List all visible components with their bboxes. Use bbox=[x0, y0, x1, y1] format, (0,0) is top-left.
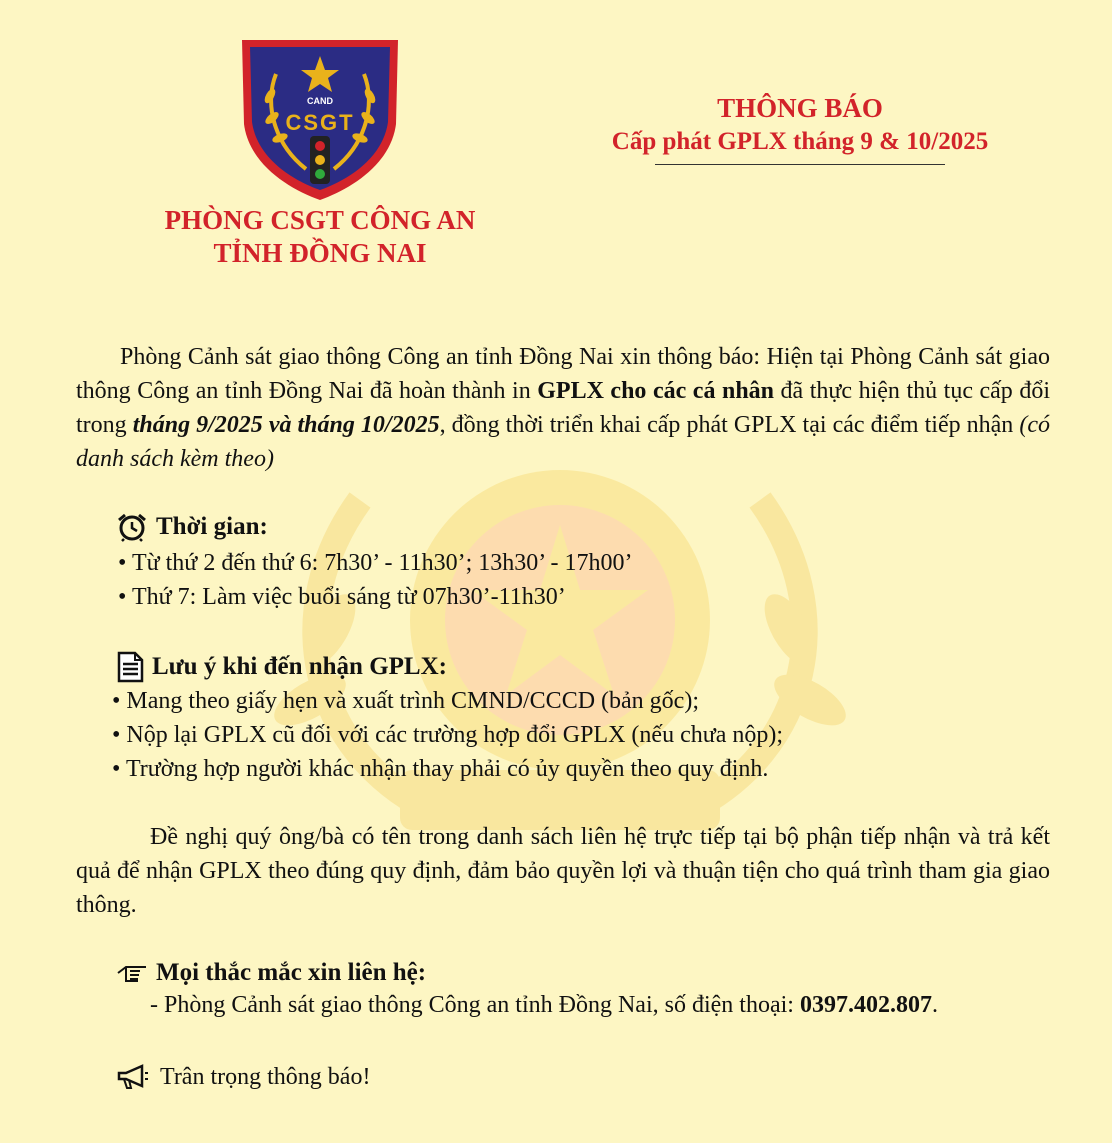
csgt-logo bbox=[236, 34, 404, 202]
intro-paragraph bbox=[76, 340, 1050, 476]
intro-text-2: đã thực hiện thủ tục cấp đổi trong bbox=[76, 378, 1050, 438]
time-list bbox=[118, 546, 632, 614]
contact-title-text: Mọi thắc mắc xin liên hệ: bbox=[156, 959, 427, 986]
logo-cand-text: CAND bbox=[307, 96, 333, 106]
contact-phone: 0397.402.807 bbox=[799, 992, 932, 1018]
megaphone-icon bbox=[116, 1064, 150, 1090]
contact-line-text: - Phòng Cảnh sát giao thông Công an tỉnh Đồng Nai, số điện thoại: bbox=[150, 992, 800, 1018]
contact-section-title bbox=[116, 956, 426, 990]
list-item: • Trường hợp người khác nhận thay phải có ủy quyền theo quy định. bbox=[112, 752, 783, 786]
heading-divider bbox=[655, 164, 945, 165]
request-paragraph: Đề nghị quý ông/bà có tên trong danh sách liên hệ trực tiếp tại bộ phận tiếp nhận và trả kết quả để nhận GPLX theo đúng quy định, đảm bảo quyền lợi và thuận tiện cho quá trình tham gia giao thông. bbox=[76, 824, 1050, 918]
notes-title-text: Lưu ý khi đến nhận GPLX: bbox=[152, 653, 447, 680]
time-title-text: Thời gian: bbox=[156, 513, 268, 540]
notes-list bbox=[112, 684, 783, 786]
contact-line bbox=[150, 988, 938, 1022]
organization-name bbox=[110, 204, 530, 270]
document-icon bbox=[116, 651, 144, 683]
list-item: • Mang theo giấy hẹn và xuất trình CMND/CCCD (bản gốc); bbox=[112, 684, 783, 718]
time-section-title bbox=[116, 510, 268, 544]
logo-csgt-text: CSGT bbox=[285, 110, 355, 135]
closing-text: Trân trọng thông báo! bbox=[160, 1064, 371, 1090]
intro-text-1: Phòng Cảnh sát giao thông Công an tỉnh Đồng Nai xin thông báo: Hiện tại Phòng Cảnh sát giao thông Công an tỉnh Đồng Nai đã hoàn thành in bbox=[76, 344, 1050, 404]
org-line-1: PHÒNG CSGT CÔNG AN bbox=[164, 205, 476, 235]
list-item: • Thứ 7: Làm việc buổi sáng từ 07h30’-11h30’ bbox=[118, 580, 632, 614]
notes-section-title bbox=[116, 650, 447, 684]
intro-bold-italic-1: tháng 9/2025 và tháng 10/2025 bbox=[132, 412, 440, 438]
intro-bold-1: GPLX cho các cá nhân bbox=[537, 378, 775, 404]
contact-line-suffix: . bbox=[931, 992, 938, 1018]
list-item: • Nộp lại GPLX cũ đối với các trường hợp đổi GPLX (nếu chưa nộp); bbox=[112, 718, 783, 752]
alarm-clock-icon bbox=[116, 512, 148, 542]
notice-heading bbox=[580, 92, 1020, 165]
police-emblem-watermark-icon bbox=[250, 430, 870, 850]
notice-title: THÔNG BÁO bbox=[717, 93, 883, 123]
pointing-hand-icon bbox=[116, 961, 148, 985]
intro-text-3: , đồng thời triển khai cấp phát GPLX tại các điểm tiếp nhận bbox=[439, 412, 1020, 438]
closing-line bbox=[116, 1060, 370, 1094]
org-line-2: TỈNH ĐỒNG NAI bbox=[213, 238, 427, 268]
notice-subtitle: Cấp phát GPLX tháng 9 & 10/2025 bbox=[611, 128, 989, 155]
intro-italic-1: (có danh sách kèm theo) bbox=[76, 412, 1050, 472]
list-item: • Từ thứ 2 đến thứ 6: 7h30’ - 11h30’; 13h30’ - 17h00’ bbox=[118, 546, 632, 580]
